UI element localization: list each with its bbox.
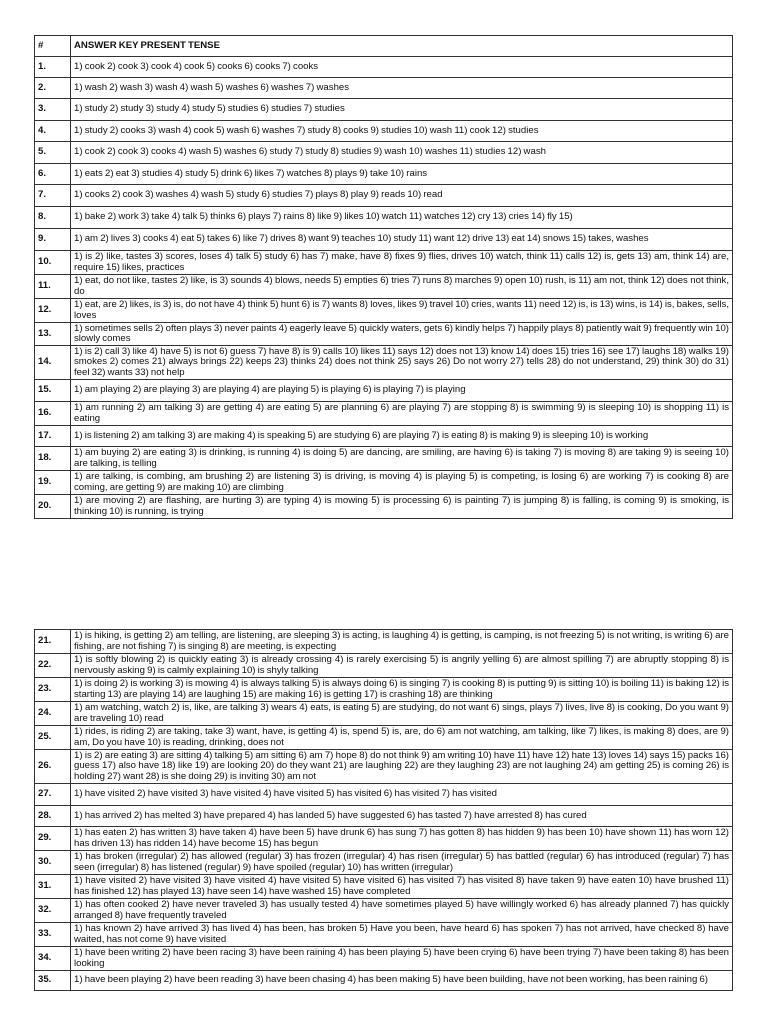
row-answers: 1) bake 2) work 3) take 4) talk 5) thinks 6) plays 7) rains 8) like 9) likes 10) watch 11) watches 12) cry 13) cries 14) fly 15) [71,207,733,229]
table-row [35,164,733,185]
row-answers: 1) have been writing 2) have been racing 3) have been raining 4) has been playing 5) have been crying 6) have been trying 7) have been taking 8) has been looking [71,947,733,971]
row-answers: 1) is 2) call 3) like 4) have 5) is not 6) guess 7) have 8) is 9) calls 10) likes 11) says 12) does not 13) know 14) does 15) tries 16) see 17) laughs 18) walks 19) smokes 2) comes 21) always brings 22) keeps 23) thinks 24) does not think 25) says 26) Do not worry 27) tells 28) do not understand, 29) think 30) do 31) feel 32) wants 33) not help [71,346,733,380]
table-row [35,678,733,702]
table-1-body [35,57,733,519]
row-answers: 1) has known 2) have arrived 3) has lived 4) has been, has broken 5) Have you been, have heard 6) has spoken 7) has not arrived, have checked 8) have waited, has not come 9) have visited [71,923,733,947]
row-number: 4. [35,121,71,142]
row-answers: 1) eat, do not like, tastes 2) like, is 3) sounds 4) blows, needs 5) empties 6) tries 7) runs 8) marches 9) open 10) rush, is 11) am not, think 12) does not think, do [71,275,733,299]
row-number: 33. [35,923,71,947]
table-row [35,121,733,142]
table-row [35,185,733,207]
row-number: 27. [35,784,71,806]
row-answers: 1) are moving 2) are flashing, are hurting 3) are typing 4) is mowing 5) is processing 6) is painting 7) is jumping 8) is falling, is coming 9) is smoking, is thinking 10) is running, is trying [71,495,733,519]
table-row [35,299,733,323]
row-answers: 1) study 2) cooks 3) wash 4) cook 5) wash 6) washes 7) study 8) cooks 9) studies 10) wash 11) cook 12) studies [71,121,733,142]
row-number: 31. [35,875,71,899]
table-row [35,654,733,678]
table-row [35,471,733,495]
table-row [35,275,733,299]
table-row [35,229,733,251]
row-number: 6. [35,164,71,185]
row-number: 17. [35,426,71,447]
row-answers: 1) cooks 2) cook 3) washes 4) wash 5) study 6) studies 7) plays 8) play 9) reads 10) read [71,185,733,207]
row-answers: 1) am running 2) am talking 3) are getting 4) are eating 5) are planning 6) are playing 7) are stopping 8) is swimming 9) is sleeping 10) is shopping 11) is eating [71,402,733,426]
table-2-body [35,630,733,991]
row-number: 8. [35,207,71,229]
row-answers: 1) wash 2) wash 3) wash 4) wash 5) washes 6) washes 7) washes [71,78,733,99]
row-number: 29. [35,827,71,851]
row-answers: 1) is 2) like, tastes 3) scores, loses 4) talk 5) study 6) has 7) make, have 8) fixes 9) flies, drives 10) watch, think 11) calls 12) is, gets 13) am, think 14) are, require 15) likes, practices [71,251,733,275]
row-number: 5. [35,142,71,164]
table-row [35,971,733,991]
table-row [35,899,733,923]
table-row [35,99,733,121]
row-number: 26. [35,750,71,784]
row-answers: 1) cook 2) cook 3) cook 4) cook 5) cooks 6) cooks 7) cooks [71,57,733,78]
row-number: 19. [35,471,71,495]
table-row [35,323,733,346]
row-answers: 1) has eaten 2) has written 3) have taken 4) have been 5) have drunk 6) has sung 7) has gotten 8) has hidden 9) has been 10) have shown 11) has worn 12) has driven 13) has ridden 14) have become 15) has begun [71,827,733,851]
row-answers: 1) eats 2) eat 3) studies 4) study 5) drink 6) likes 7) watches 8) plays 9) take 10) rains [71,164,733,185]
table-row [35,726,733,750]
row-answers: 1) have visited 2) have visited 3) have visited 4) have visited 5) has visited 6) has visited 7) has visited [71,784,733,806]
row-number: 2. [35,78,71,99]
table-row [35,851,733,875]
row-answers: 1) is softly blowing 2) is quickly eating 3) is already crossing 4) is rarely exercising 5) is angrily yelling 6) are almost spilling 7) are abruptly stopping 8) is nervously asking 9) is calmly explaining 10) is shyly talking [71,654,733,678]
table-row [35,251,733,275]
row-answers: 1) cook 2) cook 3) cooks 4) wash 5) washes 6) study 7) study 8) studies 9) wash 10) washes 11) studies 12) wash [71,142,733,164]
row-number: 18. [35,447,71,471]
table-row [35,875,733,899]
table-row [35,827,733,851]
answer-key-table-1 [34,35,733,519]
table-row [35,402,733,426]
row-answers: 1) are talking, is combing, am brushing 2) are listening 3) is driving, is moving 4) is playing 5) is competing, is losing 6) are working 7) is cooking 8) are coming, are getting 9) are making 10) are climbing [71,471,733,495]
table-row [35,142,733,164]
row-number: 25. [35,726,71,750]
row-number: 28. [35,806,71,827]
row-answers: 1) have visited 2) have visited 3) have visited 4) have visited 5) have visited 6) has visited 7) has visited 8) have taken 9) have eaten 10) have brushed 11) has finished 12) has played 13) have seen 14) have washed 15) have completed [71,875,733,899]
header-number: # [35,36,71,57]
row-number: 12. [35,299,71,323]
row-answers: 1) sometimes sells 2) often plays 3) never paints 4) eagerly leave 5) quickly waters, gets 6) kindly helps 7) happily plays 8) patiently wait 9) frequently win 10) slowly comes [71,323,733,346]
row-number: 20. [35,495,71,519]
table-row [35,380,733,402]
row-answers: 1) am playing 2) are playing 3) are playing 4) are playing 5) is playing 6) is playing 7) is playing [71,380,733,402]
row-number: 30. [35,851,71,875]
row-answers: 1) has arrived 2) has melted 3) have prepared 4) has landed 5) have suggested 6) has tasted 7) have arrested 8) has cured [71,806,733,827]
row-number: 32. [35,899,71,923]
row-number: 21. [35,630,71,654]
row-answers: 1) is 2) are eating 3) are sitting 4) talking 5) am sitting 6) am 7) hope 8) do not think 9) am writing 10) have 11) have 12) hate 13) loves 14) says 15) packs 16) guess 17) also have 18) like 19) are looking 20) do they want 21) are laughing 22) are they laughing 23) are not laughing 24) am getting 25) is coming 26) is holding 27) want 28) is she doing 29) is inviting 30) am not [71,750,733,784]
row-answers: 1) am 2) lives 3) cooks 4) eat 5) takes 6) like 7) drives 8) want 9) teaches 10) study 11) want 12) drive 13) eat 14) snows 15) takes, washes [71,229,733,251]
table-row [35,207,733,229]
table-header-row [35,36,733,57]
row-answers: 1) has often cooked 2) have never traveled 3) has usually tested 4) have sometimes played 5) have willingly worked 6) has already planned 7) has quickly arranged 8) have frequently traveled [71,899,733,923]
row-number: 1. [35,57,71,78]
row-number: 35. [35,971,71,991]
table-row [35,806,733,827]
row-number: 15. [35,380,71,402]
row-answers: 1) am watching, watch 2) is, like, are talking 3) wears 4) eats, is eating 5) are studying, do not want 6) sings, plays 7) lives, live 8) is cooking, Do you want 9) are traveling 10) read [71,702,733,726]
table-row [35,923,733,947]
row-number: 11. [35,275,71,299]
row-answers: 1) is hiking, is getting 2) am telling, are listening, are sleeping 3) is acting, is laughing 4) is getting, is camping, is not freezing 5) is not writing, is writing 6) are fishing, are not fishing 7) is singing 8) are meeting, is expecting [71,630,733,654]
table-row [35,495,733,519]
table-row [35,947,733,971]
row-answers: 1) rides, is riding 2) are taking, take 3) want, have, is getting 4) is, spend 5) is, are, do 6) am not watching, am talking, like 7) likes, is making 8) does, are 9) am, Do you have 10) is reading, drinking, does not [71,726,733,750]
row-number: 34. [35,947,71,971]
table-row [35,630,733,654]
row-number: 13. [35,323,71,346]
row-answers: 1) is listening 2) am talking 3) are making 4) is speaking 5) are studying 6) are playing 7) is eating 8) is making 9) is sleeping 10) is working [71,426,733,447]
row-answers: 1) is doing 2) is working 3) is mowing 4) is always talking 5) is always doing 6) is singing 7) is cooking 8) is putting 9) is sitting 10) is boiling 11) is baking 12) is starting 13) are playing 14) are laughing 15) are making 16) is getting 17) is crashing 18) are thinking [71,678,733,702]
row-answers: 1) have been playing 2) have been reading 3) have been chasing 4) has been making 5) have been building, have not been working, has been raining 6) [71,971,733,991]
table-row [35,702,733,726]
table-row [35,750,733,784]
row-answers: 1) study 2) study 3) study 4) study 5) studies 6) studies 7) studies [71,99,733,121]
table-row [35,784,733,806]
row-number: 24. [35,702,71,726]
row-number: 16. [35,402,71,426]
answer-key-table-2 [34,629,733,991]
table-row [35,426,733,447]
header-title: ANSWER KEY PRESENT TENSE [71,36,733,57]
row-answers: 1) has broken (irregular) 2) has allowed (regular) 3) has frozen (irregular) 4) has risen (irregular) 5) has battled (regular) 6) has introduced (regular) 7) has seen (irregular) 8) has listened (regular) 9) have spoiled (regular) 10) has written (irregular) [71,851,733,875]
row-number: 14. [35,346,71,380]
row-number: 22. [35,654,71,678]
row-answers: 1) eat, are 2) likes, is 3) is, do not have 4) think 5) hunt 6) is 7) wants 8) loves, likes 9) travel 10) cries, wants 11) need 12) is, is 13) wins, is 14) is, bakes, sells, loves [71,299,733,323]
table-row [35,57,733,78]
row-number: 10. [35,251,71,275]
row-number: 23. [35,678,71,702]
row-number: 3. [35,99,71,121]
table-row [35,447,733,471]
row-answers: 1) am buying 2) are eating 3) is drinking, is running 4) is doing 5) are dancing, are smiling, are having 6) is taking 7) is moving 8) are taking 9) is seeing 10) are talking, is telling [71,447,733,471]
row-number: 7. [35,185,71,207]
table-row [35,78,733,99]
row-number: 9. [35,229,71,251]
table-row [35,346,733,380]
